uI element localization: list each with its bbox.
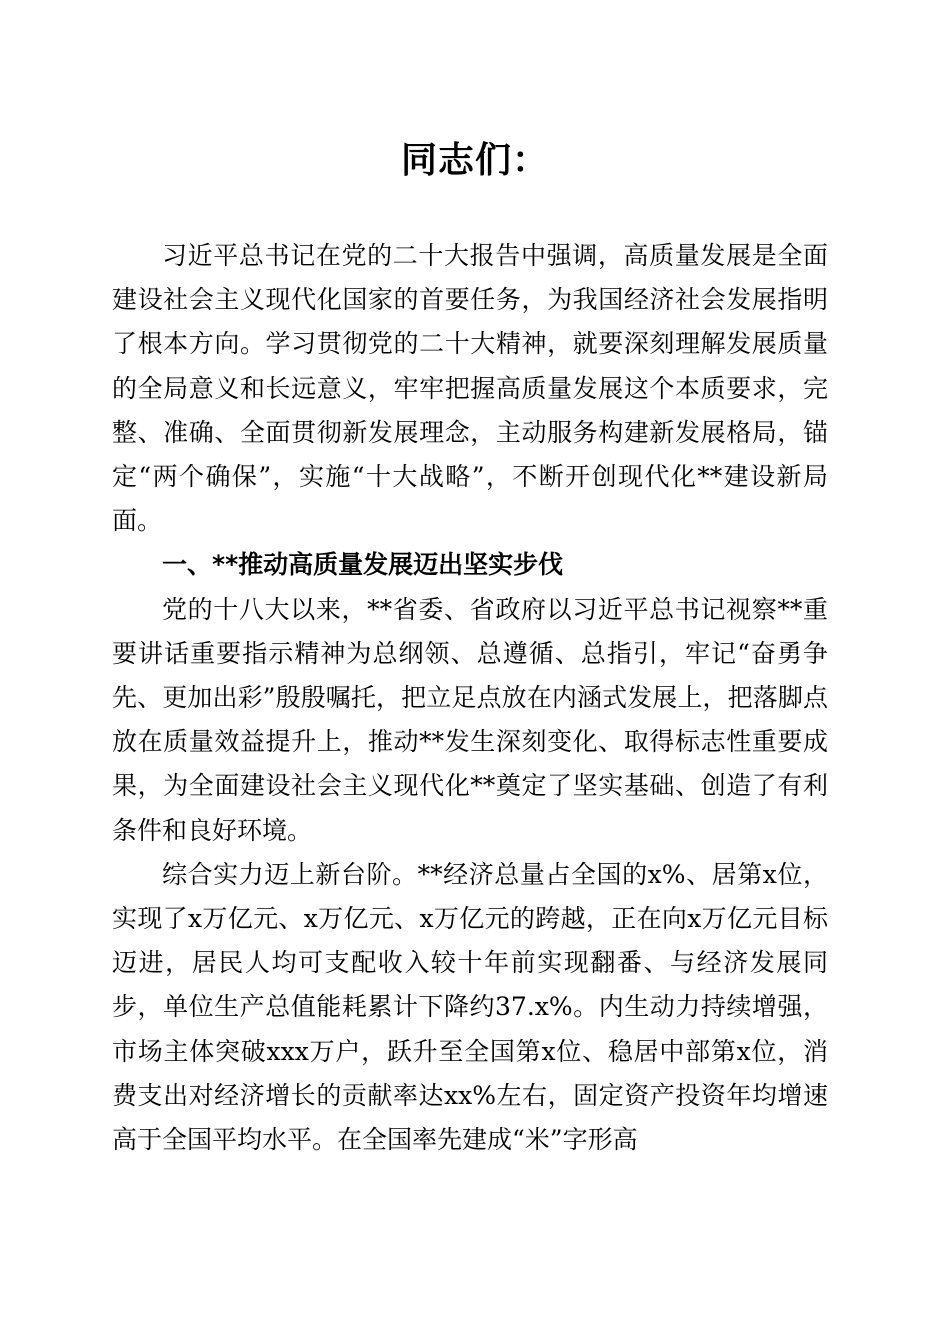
section-heading: 一、**推动高质量发展迈出坚实步伐: [162, 550, 564, 580]
document-title: 同志们：: [400, 139, 549, 181]
section-paragraph-1: 党的十八大以来，**省委、省政府以习近平总书记视察**重要讲话重要指示精神为总纲领、总遵循、总指引，牢记“奋勇争先、更加出彩”殷殷嘱托，把立足点放在内涵式发展上，把落脚点放在质量效益提升上，推动**发生深刻变化、取得标志性重要成果，为全面建设社会主义现代化**奠定了坚实基础、创造了有利条件和良好环境。: [112, 594, 828, 845]
document-body: [112, 234, 828, 1162]
section-paragraph-2: 综合实力迈上新台阶。**经济总量占全国的x%、居第x位，实现了x万亿元、x万亿元、x万亿元的跨越，正在向x万亿元目标迈进，居民人均可支配收入较十年前实现翻番、与经济发展同步，单位生产总值能耗累计下降约37.x%。内生动力持续增强，市场主体突破xxx万户，跃升至全国第x位、稳居中部第x位，消费支出对经济增长的贡献率达xx%左右，固定资产投资年均增速高于全国平均水平。在全国率先建成“米”字形高: [112, 859, 828, 1155]
intro-paragraph: 习近平总书记在党的二十大报告中强调，高质量发展是全面建设社会主义现代化国家的首要任务，为我国经济社会发展指明了根本方向。学习贯彻党的二十大精神，就要深刻理解发展质量的全局意义和长远意义，牢牢把握高质量发展这个本质要求，完整、准确、全面贯彻新发展理念，主动服务构建新发展格局，锚定“两个确保”，实施“十大战略”，不断开创现代化**建设新局面。: [112, 241, 828, 536]
